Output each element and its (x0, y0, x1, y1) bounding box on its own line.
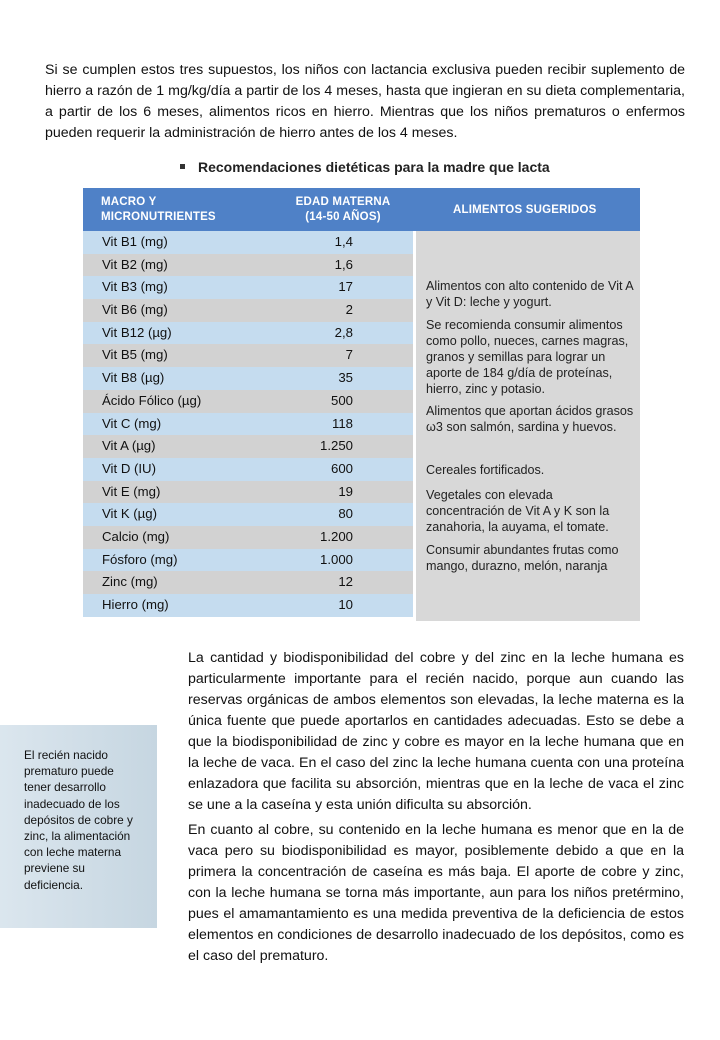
header-nutrients: MACRO Y MICRONUTRIENTES (101, 196, 216, 223)
nutrient-name: Fósforo (mg) (102, 551, 178, 567)
side-note-box (0, 725, 157, 928)
section-heading (180, 159, 550, 175)
bullet-icon (180, 164, 185, 169)
header-suggested-foods: ALIMENTOS SUGERIDOS (453, 204, 597, 216)
table-row (83, 413, 413, 436)
nutrient-name: Vit E (mg) (102, 483, 161, 499)
intro-paragraph: Si se cumplen estos tres supuestos, los niños con lactancia exclusiva pueden recibir suplemento de hierro a razón de 1 mg/kg/día a partir de los 4 meses, hasta que ingieran en su dieta complementaria, a partir de los 6 meses, alimentos ricos en hierro. Mientras que los niños prematuros o enfermos pueden requerir la administración de hierro antes de los 4 meses. (45, 62, 685, 141)
table-header (83, 188, 640, 231)
nutrient-value: 2 (345, 302, 353, 318)
nutrient-value: 35 (338, 370, 353, 386)
nutrient-value: 118 (331, 415, 353, 431)
nutrient-name: Vit B8 (µg) (102, 370, 165, 386)
nutrient-name: Vit C (mg) (102, 415, 162, 431)
nutrient-value: 600 (330, 460, 353, 476)
table-body (83, 231, 413, 617)
nutrient-name: Vit B5 (mg) (102, 347, 168, 363)
table-row (83, 526, 413, 549)
nutrient-value: 17 (338, 279, 353, 295)
table-row (83, 322, 413, 345)
nutrient-name: Calcio (mg) (102, 528, 170, 544)
table-row (83, 594, 413, 617)
nutrient-name: Vit D (IU) (102, 460, 156, 476)
table-row (83, 571, 413, 594)
nutrient-name: Hierro (mg) (102, 597, 169, 612)
table-row (83, 299, 413, 322)
table-row (83, 231, 413, 254)
food-note: Se recomienda consumir alimentos como pollo, nueces, carnes magras, granos y semillas para lograr un aporte de 184 g/día de proteínas, hierro, zinc y potasio. (426, 318, 629, 396)
food-note: Alimentos con alto contenido de Vit A y Vit D: leche y yogurt. (426, 279, 634, 309)
table-row (83, 367, 413, 390)
nutrition-table (83, 188, 640, 621)
section-heading-text: Recomendaciones dietéticas para la madre que lacta (198, 159, 550, 175)
nutrient-value: 1.000 (319, 551, 353, 567)
table-row (83, 344, 413, 367)
table-row (83, 481, 413, 504)
table-row (83, 549, 413, 572)
nutrient-name: Vit B12 (µg) (102, 324, 172, 340)
nutrient-value: 1.250 (319, 438, 353, 454)
paragraph-copper: En cuanto al cobre, su contenido en la leche humana es menor que en la de vaca pero su biodisponibilidad es mayor, posiblemente debido a que en la primera la concentración de caseína es más baja. El aporte de cobre y zinc, con la leche humana se torna más importante, aun para los niños pretérmino, pues el amamantamiento es una medida preventiva de la deficiencia de estos elementos en condiciones de desarrollo inadecuado de los depósitos, como es el caso del prematuro. (188, 822, 684, 964)
food-note: Alimentos que aportan ácidos grasos ω3 son salmón, sardina y huevos. (426, 404, 634, 434)
table-row (83, 503, 413, 526)
nutrient-value: 19 (338, 483, 353, 499)
table-row (83, 458, 413, 481)
nutrient-name: Vit K (µg) (102, 506, 157, 522)
nutrient-value: 2,8 (334, 324, 353, 340)
table-row (83, 435, 413, 458)
food-note: Cereales fortificados. (426, 463, 545, 477)
nutrient-name: Vit B2 (mg) (102, 256, 168, 272)
nutrient-name: Vit B3 (mg) (102, 279, 168, 295)
nutrient-value: 10 (338, 597, 353, 612)
nutrient-value: 1,4 (334, 234, 353, 249)
suggested-foods-cell (416, 231, 640, 621)
nutrient-value: 7 (345, 347, 353, 363)
nutrient-name: Vit A (µg) (102, 438, 156, 454)
paragraph-copper-zinc: La cantidad y biodisponibilidad del cobre y del zinc en la leche humana es particularmente importante para el recién nacido, porque aun cuando las reservas orgánicas de ambos elementos son elevadas, la leche materna es la única fuente que puede aportarlos en cantidades adecuadas. Esto se debe a que la biodisponibilidad de zinc y cobre es mayor en la leche humana que en la leche de vaca. En el caso del zinc la leche humana cuenta con una proteína enlazadora que facilita su absorción, mientras que en la leche de vaca el zinc se une a la caseína y esta unión dificulta su absorción. (188, 650, 684, 813)
nutrient-name: Ácido Fólico (µg) (102, 392, 202, 408)
table-row (83, 390, 413, 413)
header-maternal-age: EDAD MATERNA (14-50 AÑOS) (295, 196, 391, 223)
nutrient-value: 80 (338, 506, 353, 522)
table-row (83, 276, 413, 299)
food-note: Consumir abundantes frutas como mango, durazno, melón, naranja (426, 543, 619, 573)
nutrient-value: 12 (338, 574, 353, 590)
nutrient-value: 1.200 (319, 528, 353, 544)
table-row (83, 254, 413, 277)
side-note-text: El recién nacido prematuro puede tener desarrollo inadecuado de los depósitos de cobre y zinc, la alimentación con leche materna previene su deficiencia. (24, 748, 133, 892)
nutrient-name: Vit B1 (mg) (102, 234, 168, 249)
nutrient-name: Vit B6 (mg) (102, 302, 168, 318)
nutrient-value: 1,6 (334, 256, 353, 272)
nutrient-value: 500 (330, 392, 353, 408)
nutrient-name: Zinc (mg) (102, 574, 158, 590)
food-note: Vegetales con elevada concentración de Vit A y K son la zanahoria, la auyama, el tomate. (426, 488, 610, 534)
